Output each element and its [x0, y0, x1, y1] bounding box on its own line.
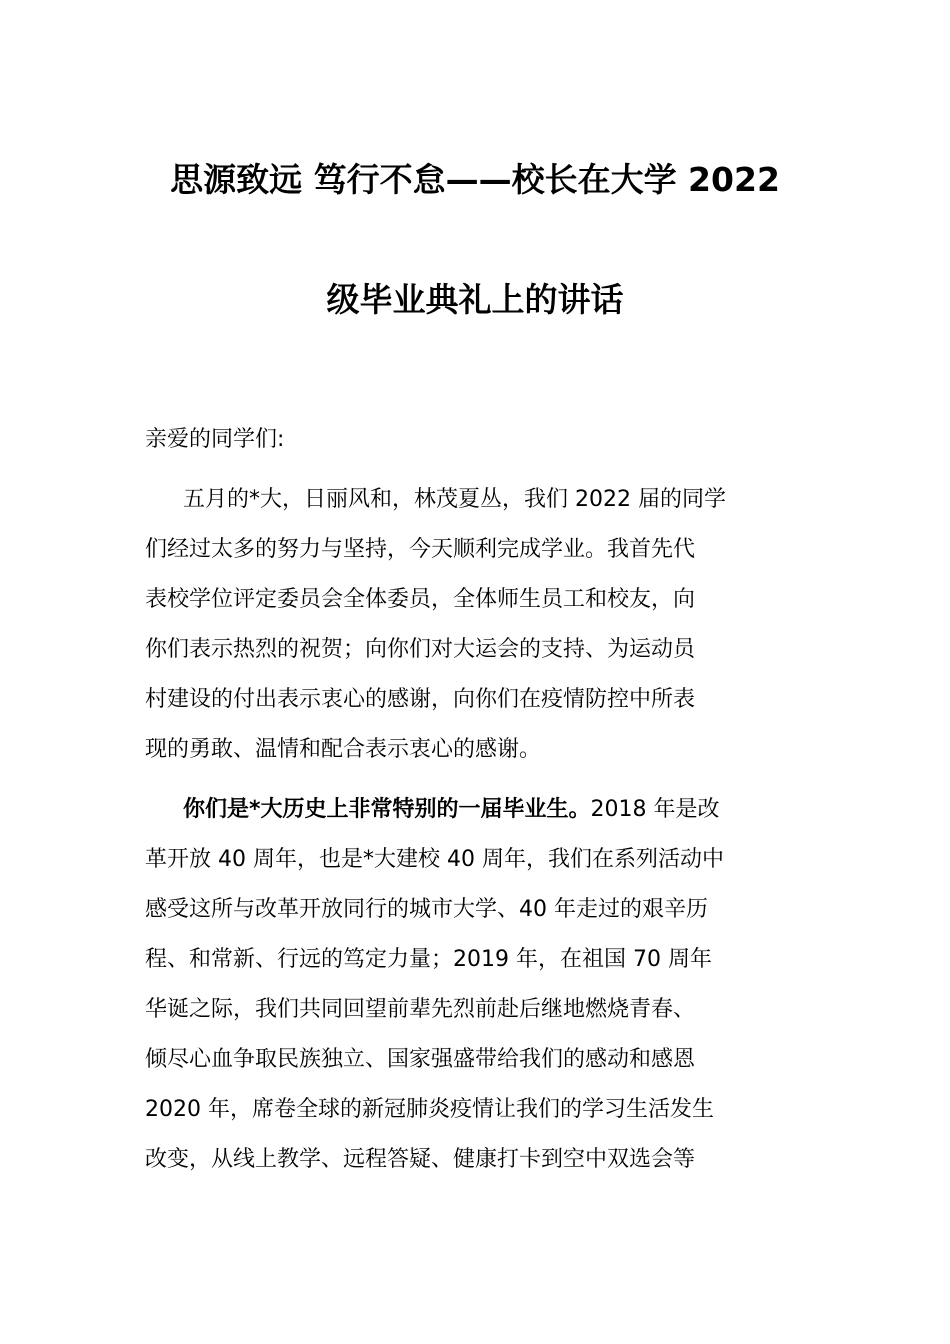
paragraph-1-line: 你们表示热烈的祝贺；向你们对大运会的支持、为运动员 [145, 637, 696, 662]
paragraph-2-bold-lead: 你们是*大历史上非常特别的一届毕业生。 [183, 797, 591, 822]
paragraph-2-line: 倾尽心血争取民族独立、国家强盛带给我们的感动和感恩 [145, 1047, 696, 1072]
paragraph-1-line: 现的勇敢、温情和配合表示衷心的感谢。 [145, 737, 542, 762]
paragraph-1-line: 村建设的付出表示衷心的感谢，向你们在疫情防控中所表 [145, 687, 696, 712]
paragraph-2-line: 改变，从线上教学、远程答疑、健康打卡到空中双选会等 [145, 1147, 696, 1172]
paragraph-1-line: 五月的*大，日丽风和，林茂夏丛，我们 2022 届的同学 [183, 487, 726, 512]
paragraph-2-line: 华诞之际，我们共同回望前辈先烈前赴后继地燃烧青春、 [145, 997, 696, 1022]
document-title-line-2: 级毕业典礼上的讲话 [326, 280, 624, 319]
salutation: 亲爱的同学们: [145, 427, 285, 452]
paragraph-2-line: 2020 年，席卷全球的新冠肺炎疫情让我们的学习生活发生 [145, 1097, 714, 1122]
paragraph-1-line: 表校学位评定委员会全体委员，全体师生员工和校友，向 [145, 587, 696, 612]
paragraph-2-line: 革开放 40 周年，也是*大建校 40 周年，我们在系列活动中 [145, 847, 724, 872]
document-title-line-1: 思源致远 笃行不怠——校长在大学 2022 [170, 160, 780, 199]
paragraph-2-first-line [145, 785, 807, 835]
paragraph-1-line: 们经过太多的努力与坚持，今天顺利完成学业。我首先代 [145, 537, 696, 562]
paragraph-1 [145, 475, 807, 775]
paragraph-2-line: 程、和常新、行远的笃定力量；2019 年，在祖国 70 周年 [145, 947, 712, 972]
paragraph-2-line: 感受这所与改革开放同行的城市大学、40 年走过的艰辛历 [145, 897, 708, 922]
paragraph-2-first-rest: 2018 年是改 [590, 797, 720, 822]
paragraph-2 [145, 785, 807, 1185]
